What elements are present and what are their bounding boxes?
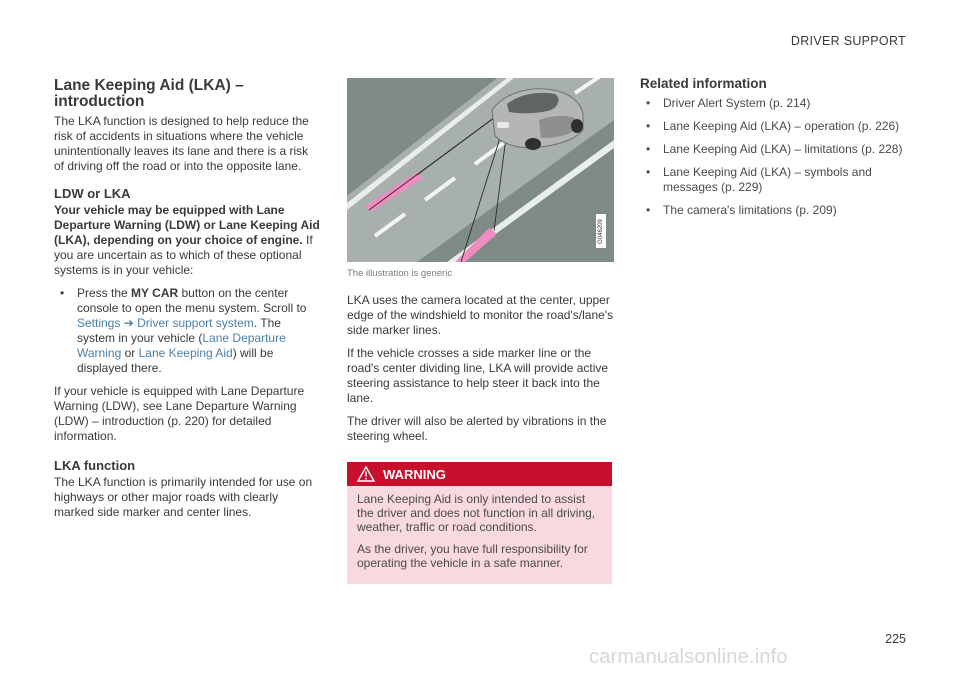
lka-steering-paragraph: If the vehicle crosses a side marker line or the road's center dividing line, LKA will provide active steering assistance to help steer it back into the lane. — [347, 346, 609, 405]
menu-ldw: Lane Departure Warning — [77, 331, 286, 360]
page-number: 225 — [885, 632, 906, 646]
bullet-icon: • — [646, 96, 651, 110]
bullet-icon: • — [646, 165, 651, 179]
warning-icon — [357, 466, 375, 482]
warning-text-2: As the driver, you have full responsibility for operating the vehicle in a safe manner. — [357, 542, 588, 570]
menu-driver-support: Driver support system — [137, 316, 254, 330]
warning-label: WARNING — [383, 466, 446, 482]
left-column — [54, 78, 320, 528]
menu-lka: Lane Keeping Aid — [138, 346, 233, 360]
ldw-lka-heading: LDW or LKA — [54, 186, 131, 201]
image-code-label: G046209 — [596, 214, 606, 248]
section-header: DRIVER SUPPORT — [790, 34, 906, 48]
lka-illustration — [347, 78, 614, 262]
lka-function-heading: LKA function — [54, 458, 136, 473]
ldw-lka-paragraph — [54, 203, 320, 278]
related-link[interactable]: • The camera's limitations (p. 209) — [646, 203, 837, 217]
illustration-caption: The illustration is generic — [347, 268, 453, 279]
road-car-svg — [347, 78, 614, 262]
ldw-reference-paragraph: If your vehicle is equipped with Lane Departure Warning (LDW), see Lane Departure Warning (LDW) – introduction (p. 220) for detailed information. — [54, 384, 305, 443]
bullet-icon: • — [646, 203, 651, 217]
bullet-icon: • — [646, 142, 651, 156]
related-info-heading: Related information — [640, 76, 767, 91]
related-link[interactable]: • Lane Keeping Aid (LKA) – limitations (p. 228) — [646, 142, 903, 156]
lka-function-paragraph: The LKA function is primarily intended for use on highways or other major roads with clearly marked side marker and center lines. — [54, 475, 313, 519]
bullet-icon: • — [60, 286, 65, 300]
lka-vibration-paragraph: The driver will also be alerted by vibrations in the steering wheel. — [347, 414, 607, 443]
lka-camera-paragraph: LKA uses the camera located at the center, upper edge of the windshield to monitor the road's/lane's side marker lines. — [347, 293, 614, 337]
intro-paragraph: The LKA function is designed to help reduce the risk of accidents in situations where the vehicle unintentionally leaves its lane and there is a risk of driving off the road or into the opposite lane. — [54, 114, 309, 173]
warning-body — [347, 486, 612, 584]
related-info-list — [640, 96, 910, 218]
bullet-icon: • — [646, 119, 651, 133]
warning-text-1: Lane Keeping Aid is only intended to assist the driver and does not function in all driving, weather, traffic or road conditions. — [357, 492, 596, 534]
watermark: carmanualsonline.info — [589, 646, 788, 668]
warning-box — [347, 462, 612, 584]
ldw-lka-bold-lead: Your vehicle may be equipped with Lane Departure Warning (LDW) or Lane Keeping Aid (LKA), depending on your choice of engine. — [54, 203, 320, 247]
arrow-right-icon: ➔ — [123, 316, 134, 330]
related-link[interactable]: • Driver Alert System (p. 214) — [646, 96, 811, 110]
ldw-lka-rest: If you are uncertain as to which of these optional systems is in your vehicle: — [54, 233, 313, 277]
warning-header — [347, 462, 612, 486]
middle-column — [347, 78, 614, 584]
related-link[interactable]: • Lane Keeping Aid (LKA) – symbols and messages (p. 229) — [646, 165, 872, 194]
right-column — [640, 76, 910, 226]
my-car-button-label: MY CAR — [131, 286, 179, 300]
instruction-list — [54, 286, 320, 376]
list-item: • Press the MY CAR button on the center console to open the menu system. Scroll to Settings ➔ Driver support system. The system in your vehicle (Lane Departure Warning or Lane Keeping Aid) will be displayed there. — [60, 286, 307, 375]
section-title: Lane Keeping Aid (LKA) – introduction — [54, 77, 244, 110]
related-link[interactable]: • Lane Keeping Aid (LKA) – operation (p. 226) — [646, 119, 900, 133]
menu-settings: Settings — [77, 316, 121, 330]
